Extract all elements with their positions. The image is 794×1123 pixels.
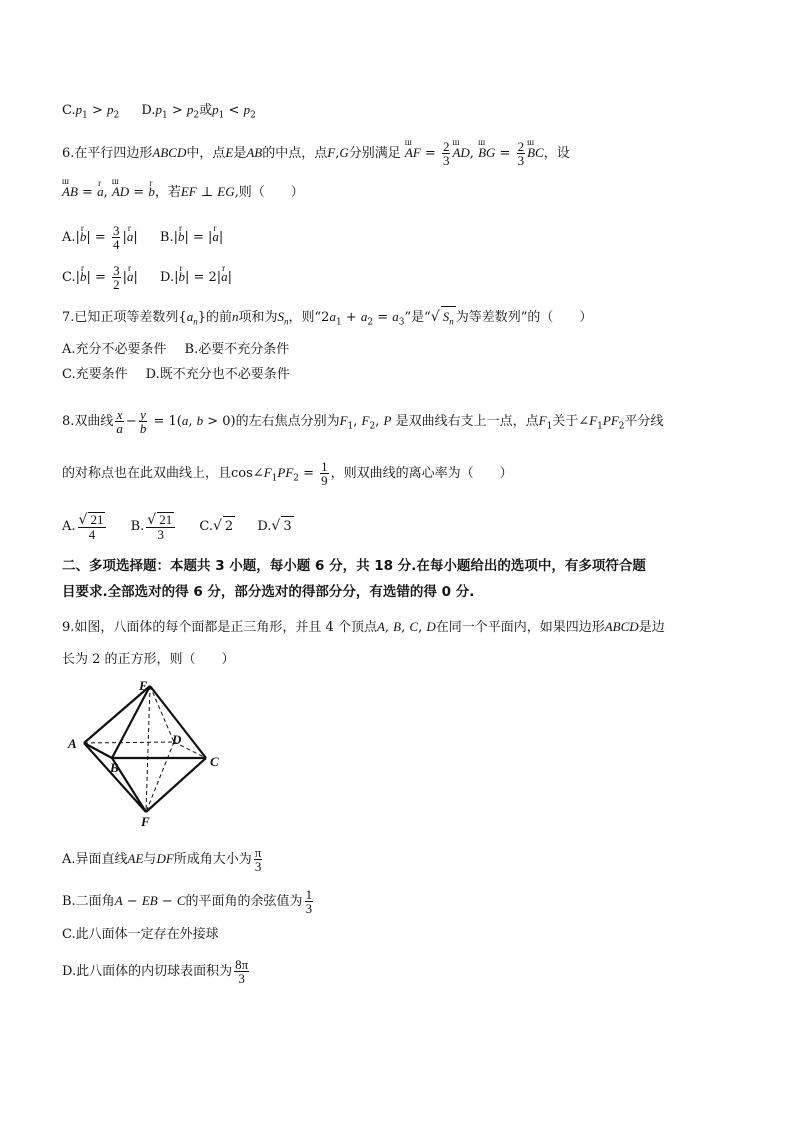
q9-stem-line1: 9.如图，八面体的每个面都是正三角形，并且 4 个顶点A, B, C, D在同一个平面内，如果四边形ABCD是边 bbox=[62, 619, 665, 635]
label-A: A bbox=[68, 736, 77, 751]
label-C: C bbox=[210, 754, 219, 769]
edge-CE bbox=[150, 686, 206, 758]
edge-CF bbox=[146, 758, 206, 812]
label-D: D bbox=[172, 732, 182, 747]
q9-option-b: B.二面角A − EB − C的平面角的余弦值为 $\frac{1}{3}$ bbox=[62, 887, 313, 916]
section2-heading-line2: 目要求.全部选对的得 6 分，部分选对的得部分分，有选错的得 0 分. bbox=[62, 584, 475, 600]
q6-stem-line1: 6.在平行四边形ABCD中，点E是AB的中点，点F,G分别满足 ш AF = $\frac{2}{3}$ ш AD, ш BG = $\frac{2}{3}$ ш BC，设 bbox=[62, 140, 570, 167]
q6-stem-line2: ш AB = r a, ш AD = r b，若EF ⊥ EG,则（ ） bbox=[62, 182, 304, 203]
q6-options-cd: C.|r b| = $\frac{3}{2}$ |r a| D.|r b| = 2|r a| bbox=[62, 264, 232, 291]
q8-options: A. $\frac{√ 21}{4}$ B. $\frac{√ 21}{3}$ C.√ 2 D.√ 3 bbox=[62, 512, 292, 542]
label-B: B bbox=[110, 760, 119, 775]
edge-AD bbox=[84, 742, 174, 743]
q8-stem-line1: 8.双曲线 $\frac{x}{a}$ − $\frac{y}{b}$ = 1(a, b > 0)的左右焦点分别为$F_1$, $F_2$, P 是双曲线右支上一点，点$F_1$关于$\angle F_1PF_2$平分线 bbox=[62, 407, 664, 436]
octahedron-figure bbox=[62, 676, 242, 828]
q7-stem: 7.已知正项等差数列$\{a_n\}$的前n项和为$S_n$，则“$2a_1 + a_2 = a_3$”是“√ $S_n$ 为等差数列”的（ ） bbox=[62, 306, 592, 333]
q9-option-a: A.异面直线AE与DF所成角大小为 $\frac{\pi}{3}$ bbox=[62, 845, 262, 874]
edge-BE bbox=[112, 686, 150, 758]
edge-AB bbox=[84, 743, 112, 758]
q9-option-c: C.此八面体一定存在外接球 bbox=[62, 927, 219, 942]
edge-AE bbox=[84, 686, 150, 743]
q6-options-ab: A.|r b| = $\frac{3}{4}$ |r a| B.|r b| = |r a| bbox=[62, 224, 223, 251]
edge-DF bbox=[146, 742, 174, 812]
q9-option-d: D.此八面体的内切球表面积为 $\frac{8\pi}{3}$ bbox=[62, 957, 249, 986]
label-F: F bbox=[141, 814, 150, 828]
axis-EF bbox=[146, 686, 150, 812]
q7-options-cd: C.充要条件 D.既不充分也不必要条件 bbox=[62, 367, 290, 382]
q8-stem-line2: 的对称点也在此双曲线上，且$\cos\angle F_1PF_2$ = $\frac{1}{9}$ ，则双曲线的离心率为（ ） bbox=[62, 459, 513, 488]
q5-options-cd: $C.p_1 > p_2$ $D.p_1 > p_2$或$p_1 < p_2$ bbox=[62, 102, 256, 121]
label-E: E bbox=[139, 678, 148, 693]
q7-options-ab: A.充分不必要条件 B.必要不充分条件 bbox=[62, 342, 290, 357]
q9-stem-line2: 长为 2 的正方形，则（ ） bbox=[62, 652, 235, 667]
section2-heading-line1: 二、多项选择题：本题共 3 小题，每小题 6 分，共 18 分.在每小题给出的选项中，有多项符合题 bbox=[62, 558, 646, 574]
